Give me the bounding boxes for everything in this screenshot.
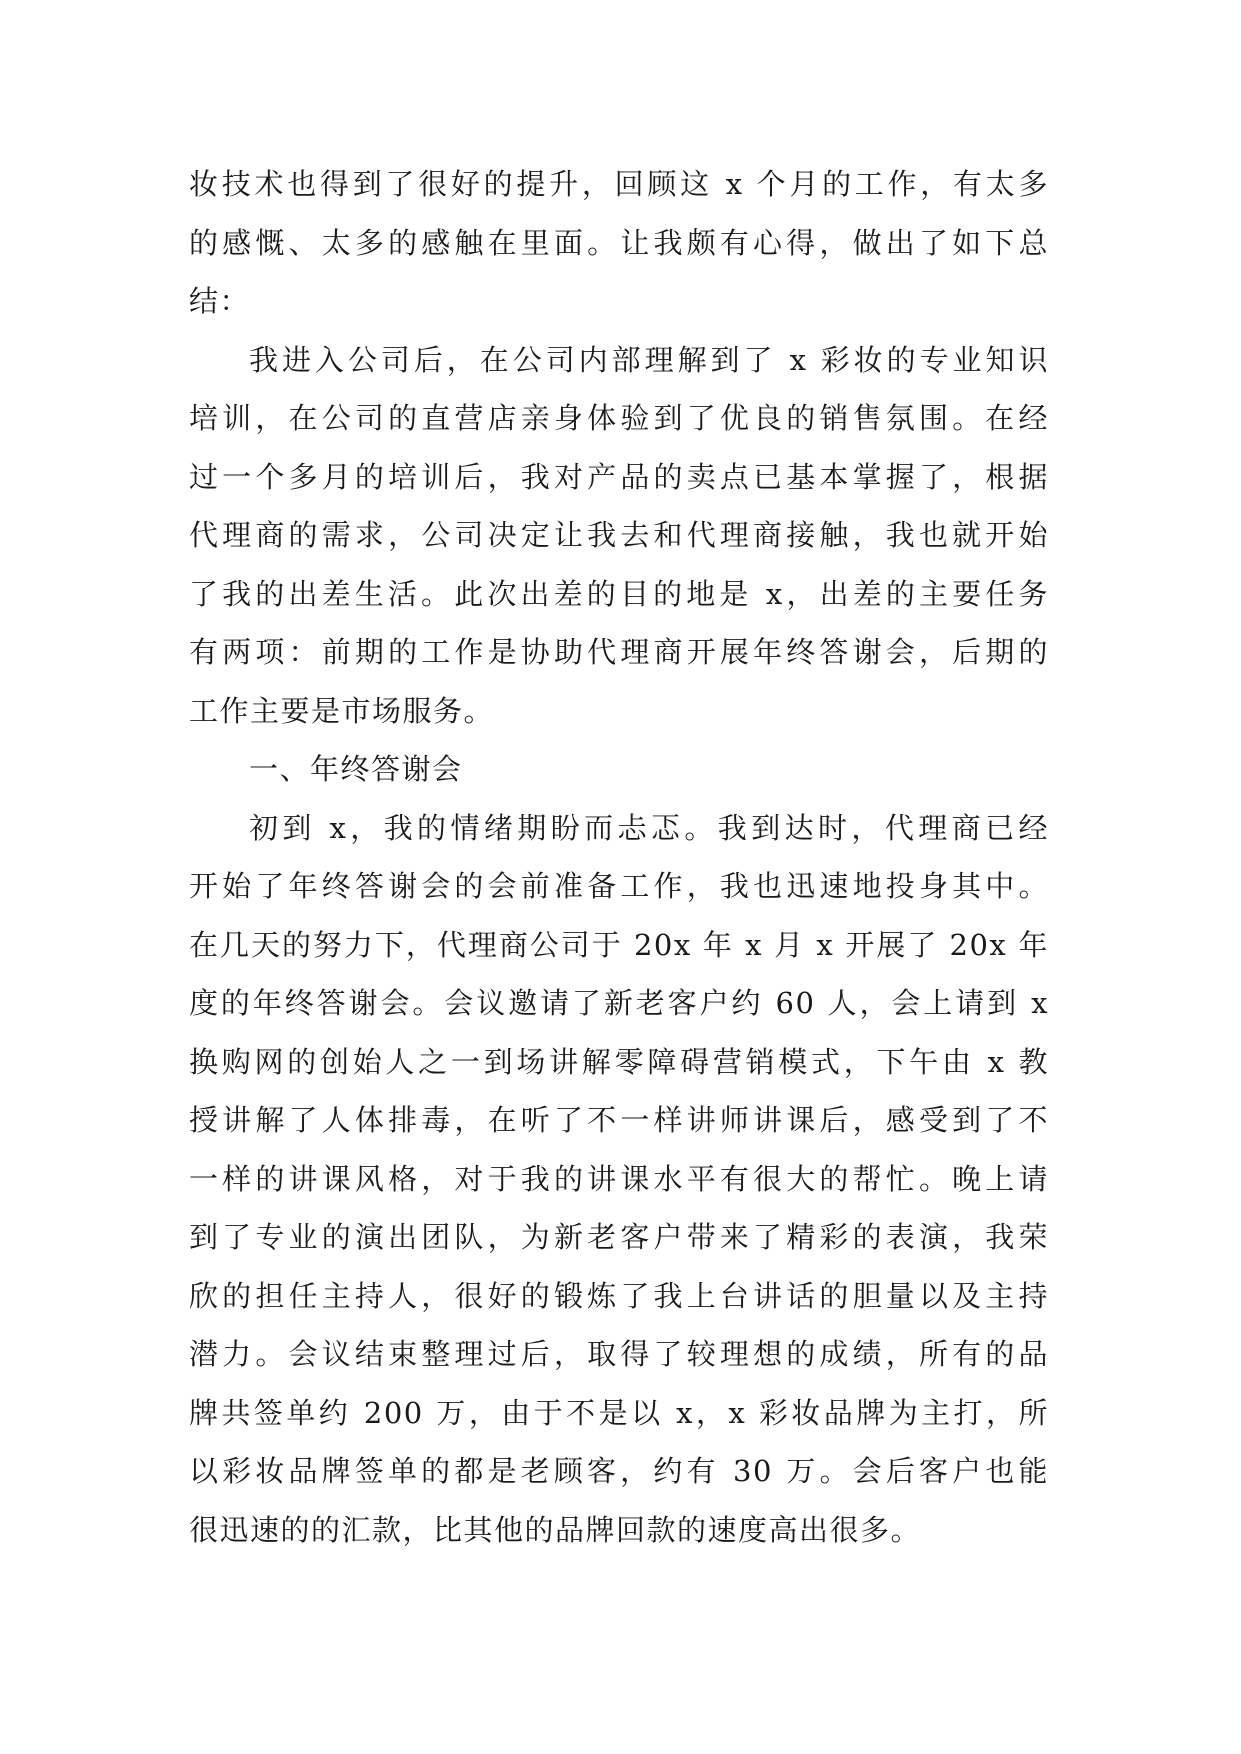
text-line: 很迅速的的汇款，比其他的品牌回款的速度高出很多。	[189, 1512, 922, 1547]
text-line: 代理商的需求，公司决定让我去和代理商接触，我也就开始	[189, 518, 1049, 552]
text-line: 开始了年终答谢会的会前准备工作，我也迅速地投身其中。	[189, 869, 1049, 903]
paragraph-p1	[189, 155, 1049, 331]
text-line: 到了专业的演出团队，为新老客户带来了精彩的表演，我荣	[189, 1220, 1049, 1254]
text-line: 我进入公司后，在公司内部理解到了 x 彩妆的专业知识	[249, 342, 1049, 377]
text-line: 一、年终答谢会	[249, 752, 463, 786]
text-line: 潜力。会议结束整理过后，取得了较理想的成绩，所有的品	[189, 1337, 1049, 1371]
text-line: 一样的讲课风格，对于我的讲课水平有很大的帮忙。晚上请	[189, 1161, 1049, 1196]
text-line: 培训，在公司的直营店亲身体验到了优良的销售氛围。在经	[189, 401, 1049, 435]
text-line: 有两项：前期的工作是协助代理商开展年终答谢会，后期的	[189, 635, 1049, 669]
text-line: 欣的担任主持人，很好的锻炼了我上台讲话的胆量以及主持	[189, 1278, 1049, 1313]
text-line: 在几天的努力下，代理商公司于 20x 年 x 月 x 开展了 20x 年	[189, 927, 1049, 962]
text-line: 的感慨、太多的感触在里面。让我颇有心得，做出了如下总	[189, 225, 1049, 260]
paragraph-p3	[189, 740, 1049, 799]
text-line: 度的年终答谢会。会议邀请了新老客户约 60 人，会上请到 x	[189, 986, 1049, 1020]
text-line: 结：	[189, 284, 251, 318]
text-line: 了我的出差生活。此次出差的目的地是 x，出差的主要任务	[189, 576, 1049, 611]
text-line: 初到 x，我的情绪期盼而忐忑。我到达时，代理商已经	[249, 810, 1049, 845]
text-line: 过一个多月的培训后，我对产品的卖点已基本掌握了，根据	[189, 459, 1049, 494]
text-line: 工作主要是市场服务。	[189, 693, 495, 728]
paragraph-p2	[189, 331, 1049, 741]
text-line: 授讲解了人体排毒，在听了不一样讲师讲课后，感受到了不	[189, 1103, 1049, 1137]
text-line: 以彩妆品牌签单的都是老顾客，约有 30 万。会后客户也能	[189, 1454, 1049, 1488]
text-line: 妆技术也得到了很好的提升，回顾这 x 个月的工作，有太多	[189, 167, 1049, 201]
document-body	[189, 155, 1049, 1559]
paragraph-p4	[189, 799, 1049, 1560]
text-line: 牌共签单约 200 万，由于不是以 x，x 彩妆品牌为主打，所	[189, 1395, 1049, 1430]
text-line: 换购网的创始人之一到场讲解零障碍营销模式，下午由 x 教	[189, 1044, 1049, 1079]
